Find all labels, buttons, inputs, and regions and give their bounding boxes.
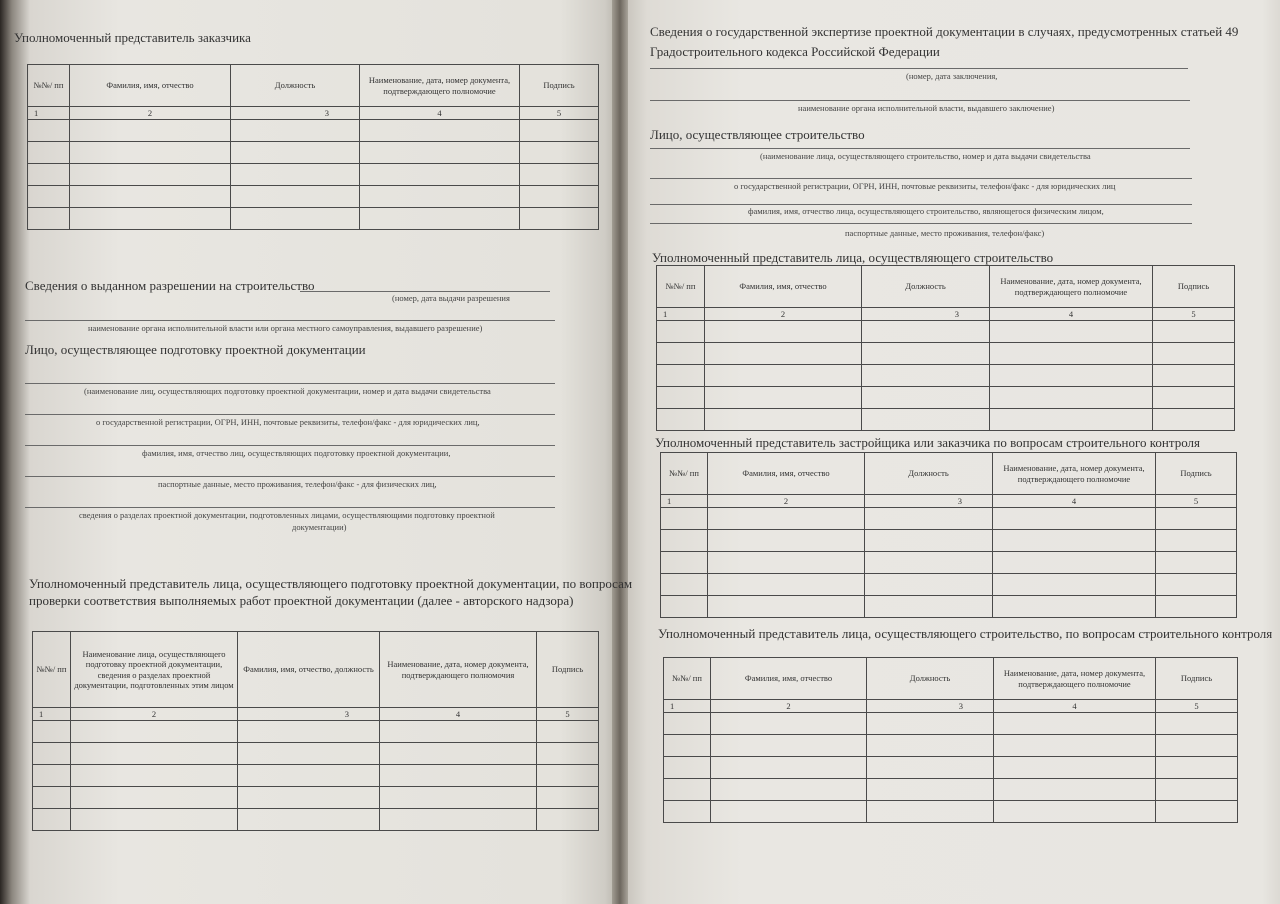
permit-caption: (номер, дата выдачи разрешения [392, 293, 510, 303]
developer-rep-table [660, 452, 1237, 618]
builder-caption: фамилия, имя, отчество лица, осуществляющего строительство, являющегося физическим лицом, [748, 206, 1104, 216]
header-cell: Должность [865, 453, 993, 495]
builder-line[interactable] [650, 178, 1192, 179]
designer-caption: паспортные данные, место проживания, телефон/факс - для физических лиц, [158, 479, 437, 489]
builder-line[interactable] [650, 148, 1190, 149]
table-row[interactable] [661, 596, 1237, 618]
expertise-title: Градостроительного кодекса Российской Федерации [650, 44, 940, 59]
table-row[interactable] [33, 743, 599, 765]
designer-caption: документации) [292, 522, 347, 532]
table-row[interactable] [28, 164, 599, 186]
column-number: 4 [990, 308, 1153, 321]
designer-line[interactable] [25, 476, 555, 477]
builder-title: Лицо, осуществляющее строительство [650, 127, 865, 142]
column-number: 4 [380, 708, 537, 721]
builder-caption: (наименование лица, осуществляющего строительство, номер и дата выдачи свидетельства [760, 151, 1091, 161]
builder-caption: паспортные данные, место проживания, телефон/факс) [845, 228, 1045, 238]
header-cell: Подпись [520, 65, 599, 107]
designer-caption: сведения о разделах проектной документации, подготовленных лицами, осуществляющими подготовку проектной [79, 510, 495, 520]
table-row[interactable] [661, 508, 1237, 530]
column-number: 5 [1156, 700, 1238, 713]
table-row[interactable] [664, 713, 1238, 735]
header-cell: Наименование, дата, номер документа, подтверждающего полномочие [994, 658, 1156, 700]
header-cell: №№/ пп [657, 266, 705, 308]
header-cell: Фамилия, имя, отчество [705, 266, 862, 308]
header-cell: Должность [231, 65, 360, 107]
builder-rep-title: Уполномоченный представитель лица, осуществляющего строительство [652, 250, 1054, 265]
builder-line[interactable] [650, 204, 1192, 205]
header-cell: №№/ пп [33, 632, 71, 708]
builder-caption: о государственной регистрации, ОГРН, ИНН, почтовые реквизиты, телефон/факс - для юридических лиц [734, 181, 1116, 191]
header-cell: Подпись [537, 632, 599, 708]
permit-title: Сведения о выданном разрешении на строительство [25, 278, 315, 293]
customer-rep-table [27, 64, 599, 230]
table-row[interactable] [664, 735, 1238, 757]
header-cell: №№/ пп [661, 453, 708, 495]
table-row[interactable] [664, 801, 1238, 823]
column-number: 5 [1156, 495, 1237, 508]
column-number: 3 [231, 107, 360, 120]
designer-caption: фамилия, имя, отчество лиц, осуществляющих подготовку проектной документации, [142, 448, 451, 458]
column-number: 3 [865, 495, 993, 508]
table-row[interactable] [28, 142, 599, 164]
column-number: 5 [537, 708, 599, 721]
column-number: 4 [993, 495, 1156, 508]
column-number: 2 [711, 700, 867, 713]
table-row[interactable] [33, 765, 599, 787]
table-row[interactable] [661, 574, 1237, 596]
permit-caption: наименование органа исполнительной власти или органа местного самоуправления, выдавшего разрешение) [88, 323, 483, 333]
column-number: 1 [657, 308, 705, 321]
column-number: 1 [661, 495, 708, 508]
column-number: 2 [71, 708, 238, 721]
table-row[interactable] [664, 779, 1238, 801]
column-number: 1 [33, 708, 71, 721]
author-supervision-title: Уполномоченный представитель лица, осуществляющего подготовку проектной документации, по вопросам [29, 576, 633, 591]
header-cell: Подпись [1156, 658, 1238, 700]
header-cell: Должность [867, 658, 994, 700]
header-cell: Подпись [1156, 453, 1237, 495]
column-number: 2 [705, 308, 862, 321]
column-number: 3 [862, 308, 990, 321]
table-row[interactable] [28, 208, 599, 230]
table-row[interactable] [657, 365, 1235, 387]
designer-title: Лицо, осуществляющее подготовку проектной документации [25, 342, 366, 357]
table-row[interactable] [657, 409, 1235, 431]
header-cell: №№/ пп [664, 658, 711, 700]
header-cell: Фамилия, имя, отчество, должность [238, 632, 380, 708]
customer-rep-title: Уполномоченный представитель заказчика [14, 30, 251, 45]
table-row[interactable] [28, 186, 599, 208]
designer-line[interactable] [25, 445, 555, 446]
expertise-title: Сведения о государственной экспертизе проектной документации в случаях, предусмотренных статьей 49 [650, 24, 1239, 39]
designer-line[interactable] [25, 507, 555, 508]
header-cell: Наименование, дата, номер документа, подтверждающего полномочие [360, 65, 520, 107]
table-row[interactable] [661, 552, 1237, 574]
table-row[interactable] [33, 809, 599, 831]
header-cell: Наименование, дата, номер документа, подтверждающего полномочие [990, 266, 1153, 308]
header-cell: Фамилия, имя, отчество [708, 453, 865, 495]
header-cell: Фамилия, имя, отчество [70, 65, 231, 107]
column-number: 2 [70, 107, 231, 120]
table-row[interactable] [33, 721, 599, 743]
column-number: 3 [867, 700, 994, 713]
designer-line[interactable] [25, 383, 555, 384]
header-cell: Должность [862, 266, 990, 308]
column-number: 2 [708, 495, 865, 508]
header-cell: Наименование, дата, номер документа, подтверждающего полномочие [993, 453, 1156, 495]
permit-line[interactable] [300, 291, 550, 292]
table-row[interactable] [657, 387, 1235, 409]
header-cell: Наименование, дата, номер документа, подтверждающего полномочия [380, 632, 537, 708]
table-row[interactable] [664, 757, 1238, 779]
table-row[interactable] [657, 321, 1235, 343]
column-number: 3 [238, 708, 380, 721]
header-cell: №№/ пп [28, 65, 70, 107]
developer-rep-title: Уполномоченный представитель застройщика или заказчика по вопросам строительного контроля [655, 435, 1201, 450]
builder-control-rep-table [663, 657, 1238, 823]
header-cell: Подпись [1153, 266, 1235, 308]
builder-line[interactable] [650, 223, 1192, 224]
expertise-line[interactable] [650, 68, 1188, 69]
column-number: 4 [994, 700, 1156, 713]
builder-control-rep-title: Уполномоченный представитель лица, осуществляющего строительство, по вопросам строительного контроля [658, 626, 1273, 641]
book-gutter [612, 0, 628, 904]
builder-rep-table [656, 265, 1235, 431]
designer-line[interactable] [25, 414, 555, 415]
table-row[interactable] [657, 343, 1235, 365]
header-cell: Фамилия, имя, отчество [711, 658, 867, 700]
column-number: 5 [520, 107, 599, 120]
expertise-caption: наименование органа исполнительной власти, выдавшего заключение) [798, 103, 1055, 113]
designer-caption: (наименование лиц, осуществляющих подготовку проектной документации, номер и дата выдачи свидетельства [84, 386, 491, 396]
column-number: 4 [360, 107, 520, 120]
designer-caption: о государственной регистрации, ОГРН, ИНН, почтовые реквизиты, телефон/факс - для юридических лиц, [96, 417, 480, 427]
column-number: 1 [664, 700, 711, 713]
expertise-caption: (номер, дата заключения, [906, 71, 998, 81]
table-row[interactable] [28, 120, 599, 142]
column-number: 5 [1153, 308, 1235, 321]
column-number: 1 [28, 107, 70, 120]
table-row[interactable] [33, 787, 599, 809]
author-supervision-table [32, 631, 599, 831]
author-supervision-title: проверки соответствия выполняемых работ проектной документации (далее - авторского надзора) [29, 593, 574, 608]
table-row[interactable] [661, 530, 1237, 552]
expertise-line[interactable] [650, 100, 1190, 101]
permit-line[interactable] [25, 320, 555, 321]
header-cell: Наименование лица, осуществляющего подготовку проектной документации, сведения о разделах проектной документации, подготовленных этим лицом [71, 632, 238, 708]
